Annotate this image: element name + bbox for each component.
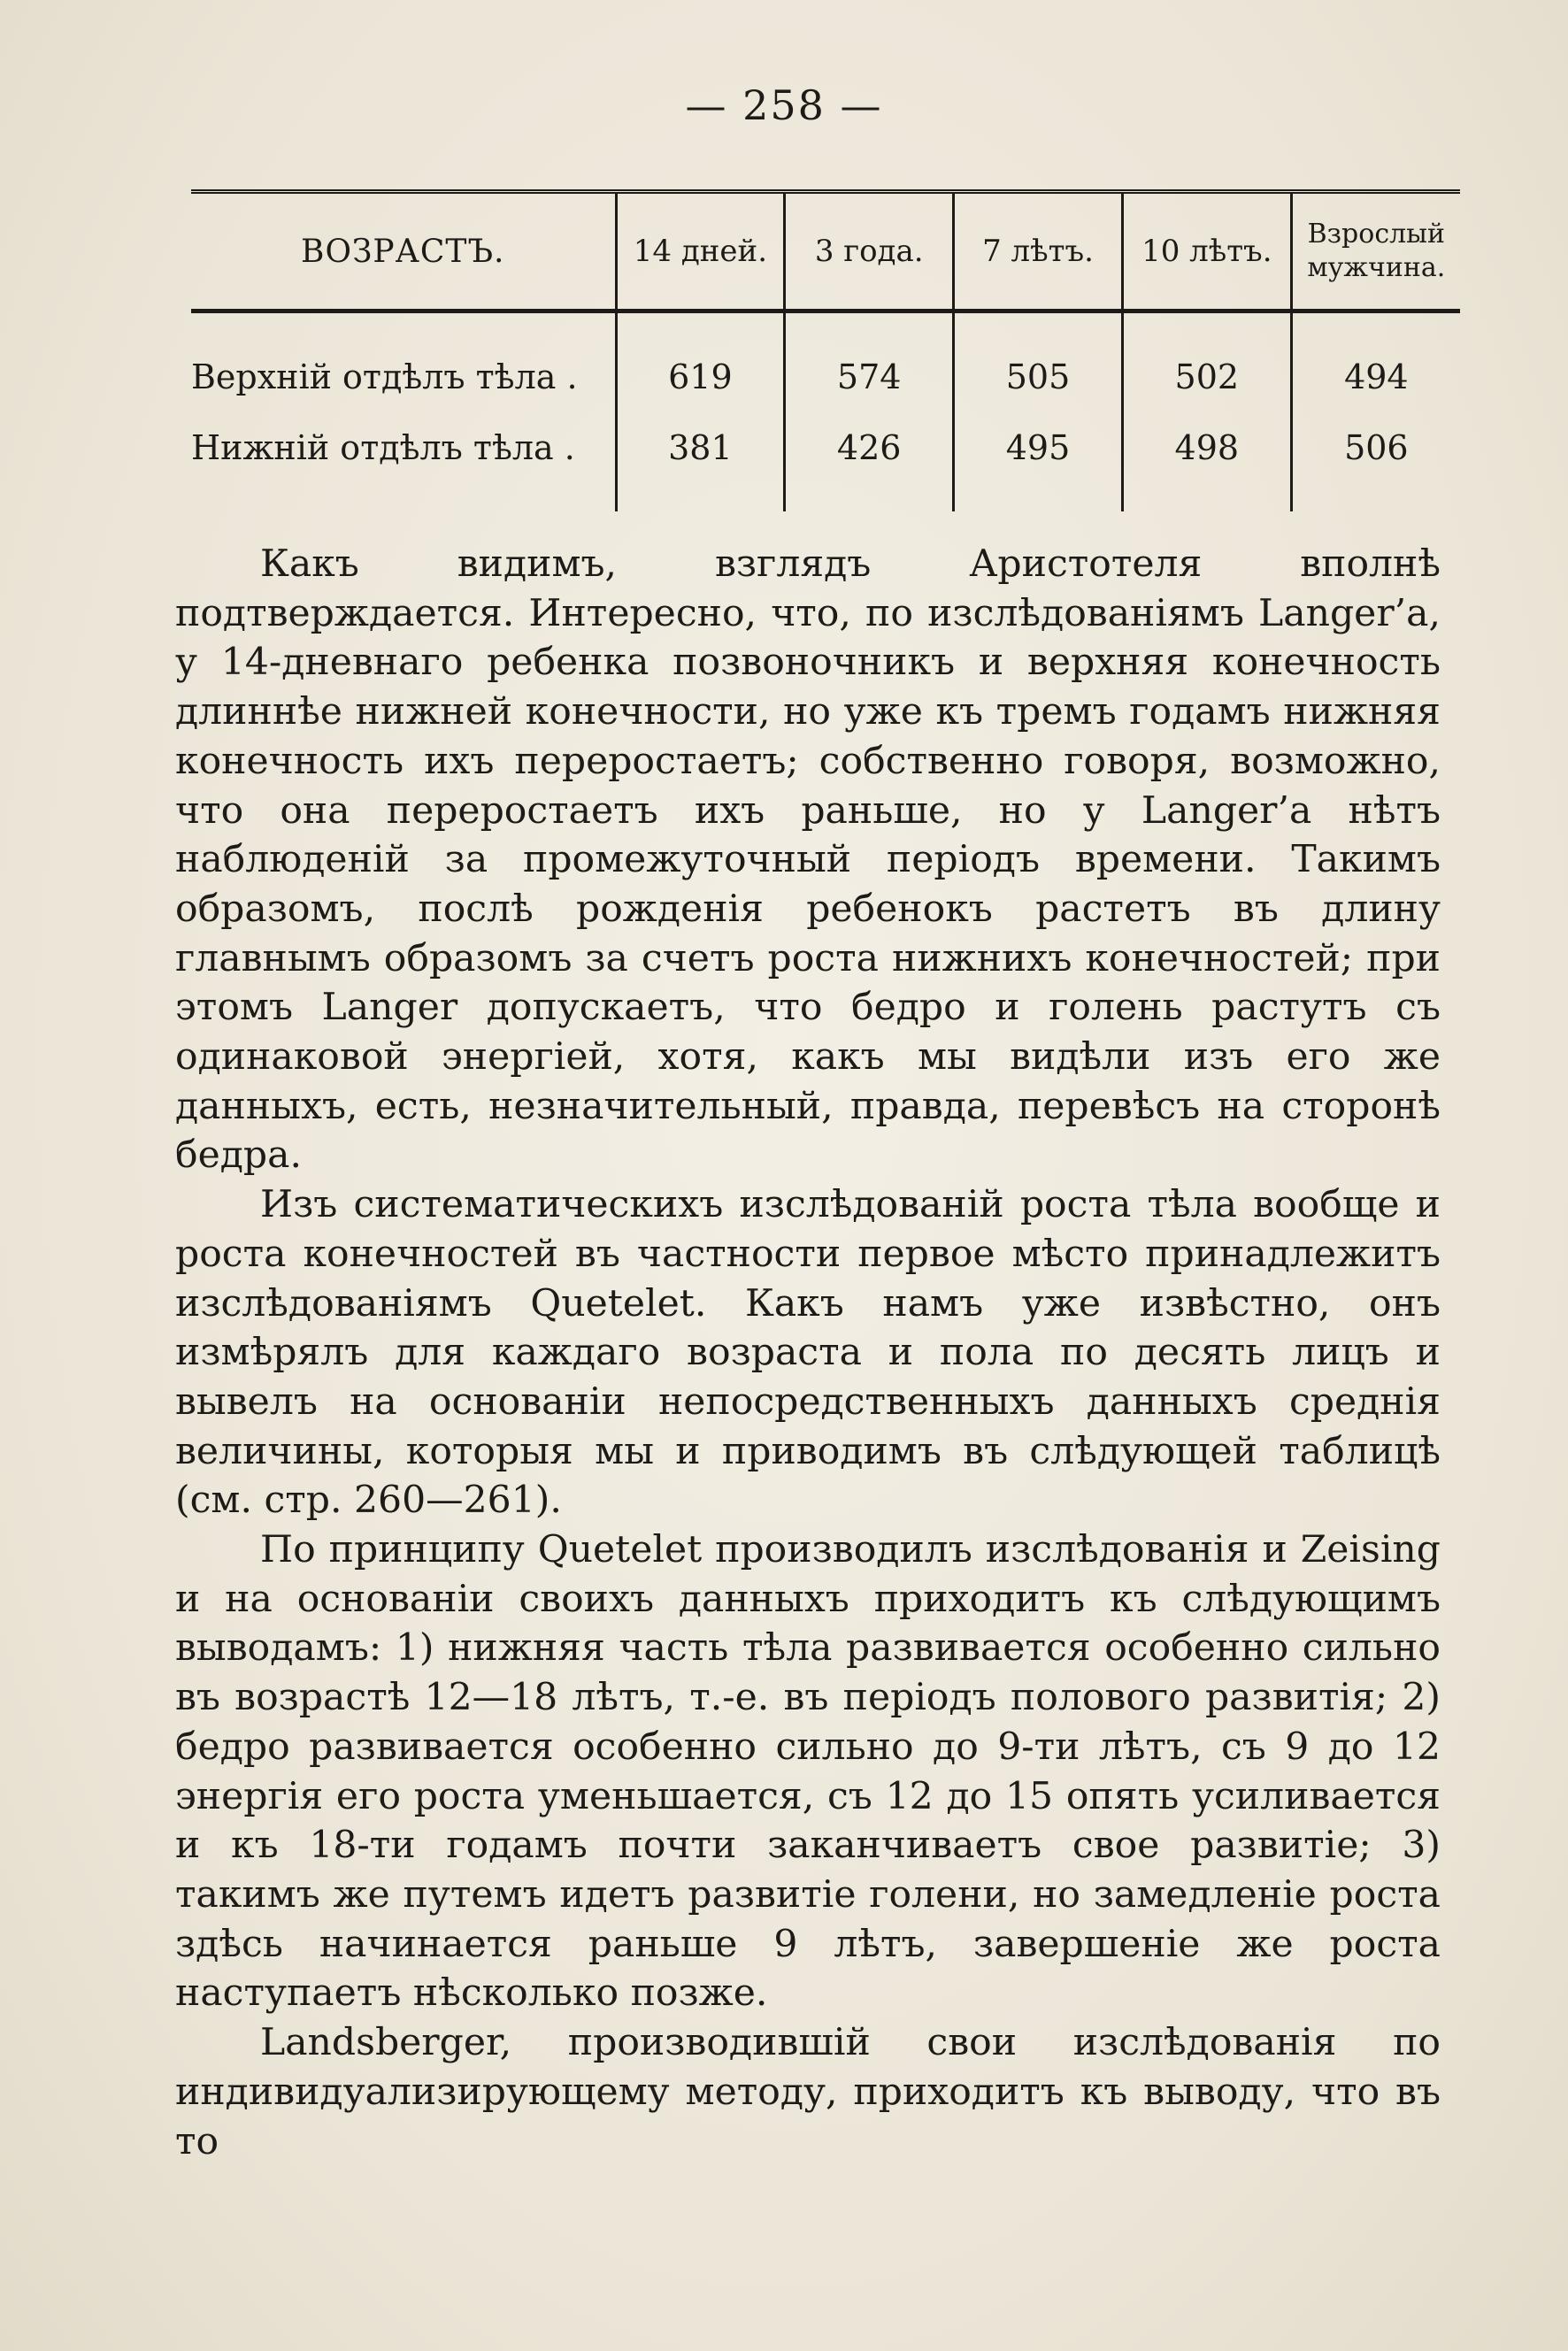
table-cell: 502: [1122, 311, 1291, 411]
header-10-years: 10 лѣтъ.: [1122, 192, 1291, 311]
table-row: [191, 311, 1460, 411]
table-cell: 506: [1291, 410, 1460, 511]
header-3-years: 3 года.: [785, 192, 954, 311]
table-cell: 426: [785, 410, 954, 511]
paragraph: Landsberger, производившій свои изслѣдованія по индивидуализирующему методу, приходитъ къ выводу, что въ то: [175, 2021, 1441, 2163]
table-cell: 505: [954, 311, 1123, 411]
body-text: [175, 540, 1441, 2166]
age-proportion-table-container: [191, 189, 1460, 511]
row-label: Верхній отдѣлъ тѣла .: [191, 357, 578, 396]
table-cell: 495: [954, 410, 1123, 511]
table-cell: 494: [1291, 311, 1460, 411]
table-cell: 574: [785, 311, 954, 411]
table-cell: 619: [616, 311, 785, 411]
row-label: Нижній отдѣлъ тѣла .: [191, 428, 575, 467]
header-14-days: 14 дней.: [616, 192, 785, 311]
paragraph: Изъ систематическихъ изслѣдованій роста тѣла вообще и роста конечностей въ частности первое мѣсто принадлежитъ изслѣдованіямъ Quetelet. Какъ намъ уже извѣстно, онъ измѣрялъ для каждаго возраста и пола по десять лицъ и вывелъ на основаніи непосредственныхъ данныхъ среднія величины, которыя мы и приводимъ въ слѣдующей таблицѣ (см. стр. 260—261).: [175, 1183, 1441, 1523]
table-header-row: [191, 192, 1460, 311]
header-7-years: 7 лѣтъ.: [954, 192, 1123, 311]
age-proportion-table: [191, 189, 1460, 511]
table-cell: 498: [1122, 410, 1291, 511]
paragraph: По принципу Quetelet производилъ изслѣдованія и Zeising и на основаніи своихъ данныхъ приходитъ къ слѣдующимъ выводамъ: 1) нижняя часть тѣла развивается особенно сильно въ возрастѣ 12—18 лѣтъ, т.-е. въ періодъ полового развитія; 2) бедро развивается особенно сильно до 9-ти лѣтъ, съ 9 до 12 энергія его роста уменьшается, съ 12 до 15 опять усиливается и къ 18-ти годамъ почти заканчиваетъ свое развитіе; 3) такимъ же путемъ идетъ развитіе голени, но замедленіе роста здѣсь начинается раньше 9 лѣтъ, завершеніе же роста наступаетъ нѣсколько позже.: [175, 1528, 1441, 2016]
header-age: ВОЗРАСТЪ.: [191, 192, 616, 311]
table-row: [191, 410, 1460, 511]
table-cell: 381: [616, 410, 785, 511]
paragraph: Какъ видимъ, взглядъ Аристотеля вполнѣ подтверждается. Интересно, что, по изслѣдованіямъ Langer’a, у 14-дневнаго ребенка позвоночникъ и верхняя конечность длиннѣе нижней конечности, но уже къ тремъ годамъ нижняя конечность ихъ переростаетъ; собственно говоря, возможно, что она переростаетъ ихъ раньше, но у Langer’a нѣтъ наблюденій за промежуточный періодъ времени. Такимъ образомъ, послѣ рожденія ребенокъ растетъ въ длину главнымъ образомъ за счетъ роста нижнихъ конечностей; при этомъ Langer допускаетъ, что бедро и голень растутъ съ одинаковой энергіей, хотя, какъ мы видѣли изъ его же данныхъ, есть, незначительный, правда, перевѣсъ на сторонѣ бедра.: [175, 542, 1441, 1178]
page-number: — 258 —: [685, 81, 883, 129]
header-adult-male: Взрослый мужчина.: [1291, 192, 1460, 311]
